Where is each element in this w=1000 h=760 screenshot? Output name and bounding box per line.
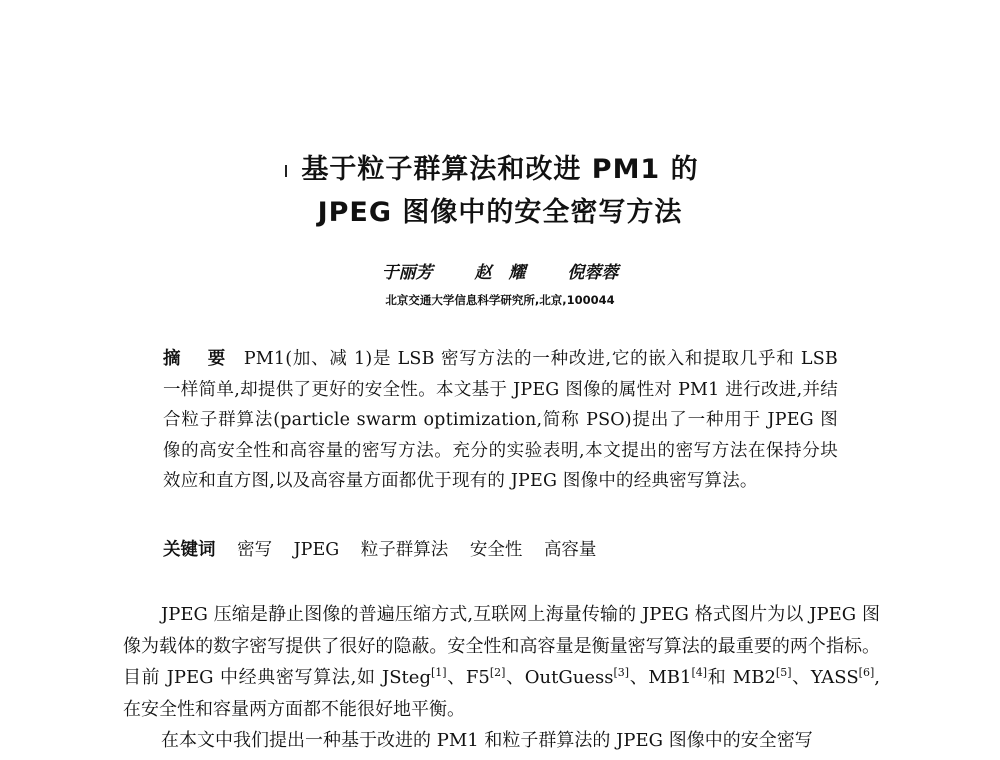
paper-title-line1: 基于粒子群算法和改进 PM1 的 bbox=[301, 154, 699, 185]
citation-ref[interactable]: [1] bbox=[430, 666, 447, 679]
body-text-span: 、OutGuess bbox=[505, 667, 614, 688]
abstract-text: PM1(加、减 1)是 LSB 密写方法的一种改进,它的嵌入和提取几乎和 LSB 一样简单,却提供了更好的安全性。本文基于 JPEG 图像的属性对 PM1 进行改进,并结合粒子群算法(particle swarm optimization,简称 PSO)提出了一种用于 JPEG 图像的高安全性和高容量的密写方法。充分的实验表明,本文提出的密写方法在保持分块效应和直方图,以及高容量方面都优于现有的 JPEG 图像中的经典密写算法。 bbox=[163, 349, 838, 491]
citation-ref[interactable]: [3] bbox=[613, 666, 630, 679]
body-paragraph-2: 在本文中我们提出一种基于改进的 PM1 和粒子群算法的 JPEG 图像中的安全密写 bbox=[161, 730, 813, 751]
citation-ref[interactable]: [5] bbox=[775, 666, 792, 679]
paper-title-line2: JPEG 图像中的安全密写方法 bbox=[317, 197, 683, 228]
body-text-span: JPEG 压缩是静止图像的普遍压缩方式,互联网上海量传输的 JPEG 格式图片为以 JPEG 图像为载体的数字密写提供了很好的隐蔽。安全性和高容量是衡量密写算法的最重要的两个指标。目前 JPEG 中经典密写算法,如 JSteg bbox=[123, 604, 880, 688]
body-text-span: 和 MB2 bbox=[707, 667, 776, 688]
keyword: 安全性 bbox=[469, 540, 523, 560]
keyword: 密写 bbox=[237, 540, 273, 560]
body-text bbox=[123, 599, 880, 757]
keyword: 高容量 bbox=[543, 540, 597, 560]
body-text-span: ,在安全性和容量两方面都不能很好地平衡。 bbox=[123, 667, 880, 720]
author-name: 于丽芳 bbox=[381, 263, 433, 283]
body-text-span: 、MB1 bbox=[629, 667, 692, 688]
keywords-label: 关键词 bbox=[163, 540, 216, 560]
body-text-span: 、F5 bbox=[446, 667, 490, 688]
author-list bbox=[0, 258, 1000, 283]
abstract bbox=[163, 344, 838, 497]
citation-ref[interactable]: [2] bbox=[489, 666, 506, 679]
affiliation: 北京交通大学信息科学研究所,北京,100044 bbox=[385, 293, 615, 307]
body-paragraph-1 bbox=[123, 599, 880, 725]
body-text-span: 、YASS bbox=[791, 667, 859, 688]
keyword: 粒子群算法 bbox=[360, 540, 449, 560]
keyword: JPEG bbox=[293, 540, 340, 560]
author-name: 赵 耀 bbox=[474, 263, 526, 283]
keywords bbox=[163, 536, 838, 561]
author-name: 倪蓉蓉 bbox=[567, 263, 619, 283]
citation-ref[interactable]: [4] bbox=[691, 666, 708, 679]
abstract-label: 摘 要 bbox=[163, 349, 236, 369]
citation-ref[interactable]: [6] bbox=[858, 666, 875, 679]
